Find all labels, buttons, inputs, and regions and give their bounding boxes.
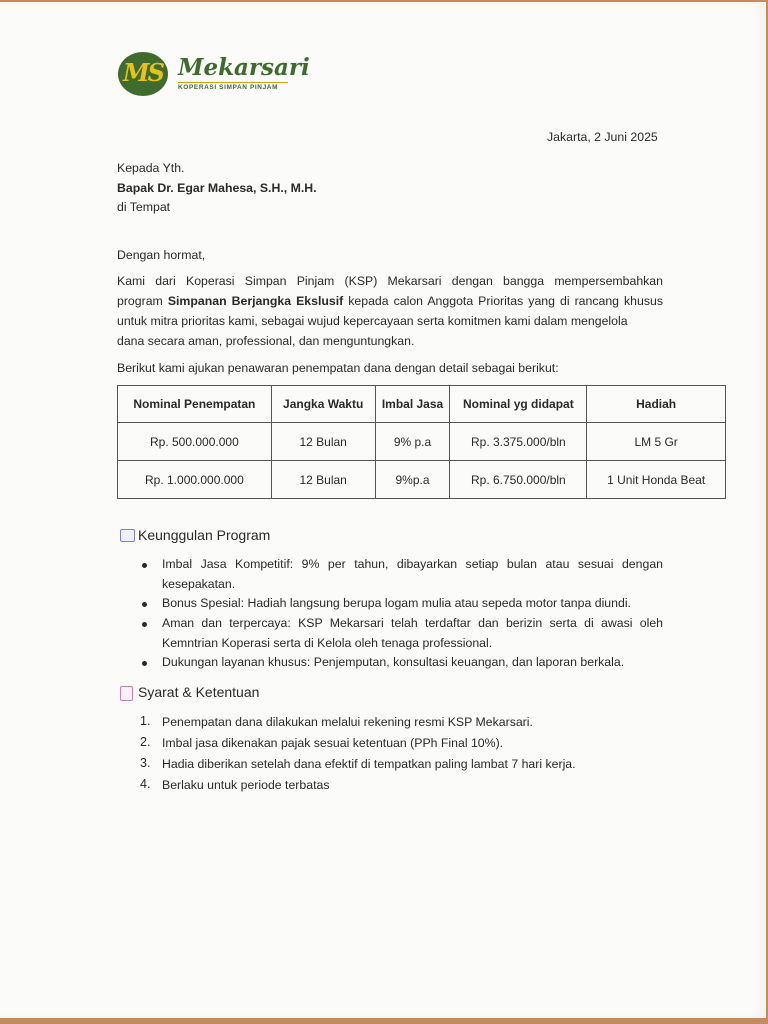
logo-monogram: MS xyxy=(123,58,163,87)
intro-line-4: dana secara aman, professional, dan menguntungkan. xyxy=(117,334,415,348)
terms-title: Syarat & Ketentuan xyxy=(138,684,260,700)
terms-item-4: Berlaku untuk periode terbatas xyxy=(162,778,330,792)
advantage-item-1-line-2: kesepakatan. xyxy=(162,577,236,591)
program-name: Simpanan Berjangka Ekslusif xyxy=(167,294,344,308)
bullet-icon xyxy=(142,661,147,666)
to-line: Kepada Yth. xyxy=(117,161,185,175)
cell-return: Rp. 6.750.000/bln xyxy=(450,461,587,499)
offer-intro: Berikut kami ajukan penawaran penempatan dana dengan detail sebagai berikut: xyxy=(117,361,559,375)
offer-table xyxy=(117,385,726,499)
company-name: Mekarsari xyxy=(178,54,310,81)
table-header-row xyxy=(118,386,726,423)
terms-item-number: 1. xyxy=(140,714,151,728)
advantage-item-2: Bonus Spesial: Hadiah langsung berupa logam mulia atau sepeda motor tanpa diundi. xyxy=(162,596,631,610)
logo-emblem xyxy=(118,52,168,96)
col-header-return: Nominal yg didapat xyxy=(450,386,587,423)
recipient-name: Bapak Dr. Egar Mahesa, S.H., M.H. xyxy=(117,181,317,195)
terms-item-2: Imbal jasa dikenakan pajak sesuai ketentuan (PPh Final 10%). xyxy=(162,736,504,750)
cell-term: 12 Bulan xyxy=(271,423,375,461)
intro-line-3: untuk mitra prioritas kami, sebagai wujud kepercayaan serta komitmen kami dalam mengelola xyxy=(117,314,628,328)
bullet-icon xyxy=(142,622,147,627)
col-header-gift: Hadiah xyxy=(587,386,726,423)
greeting: Dengan hormat, xyxy=(117,248,206,262)
cell-nominal: Rp. 1.000.000.000 xyxy=(118,461,272,499)
chart-icon xyxy=(120,529,135,542)
cell-nominal: Rp. 500.000.000 xyxy=(118,423,272,461)
intro-line-2: program Simpanan Berjangka Ekslusif kepada calon Anggota Prioritas yang di rancang khusus xyxy=(117,294,663,308)
advantage-item-1-line-1: Imbal Jasa Kompetitif: 9% per tahun, dibayarkan setiap bulan atau sesuai dengan xyxy=(162,557,663,571)
col-header-nominal: Nominal Penempatan xyxy=(118,386,272,423)
cell-rate: 9%p.a xyxy=(375,461,450,499)
cell-gift: 1 Unit Honda Beat xyxy=(587,461,726,499)
letter-page xyxy=(0,2,766,1018)
cell-term: 12 Bulan xyxy=(271,461,375,499)
terms-item-1: Penempatan dana dilakukan melalui rekening resmi KSP Mekarsari. xyxy=(162,715,533,729)
recipient-place: di Tempat xyxy=(117,200,171,214)
terms-item-number: 2. xyxy=(140,735,151,749)
document-icon xyxy=(120,686,133,701)
cell-return: Rp. 3.375.000/bln xyxy=(450,423,587,461)
letter-date: Jakarta, 2 Juni 2025 xyxy=(547,130,658,144)
terms-item-number: 4. xyxy=(140,777,151,791)
terms-item-number: 3. xyxy=(140,756,151,770)
company-tagline: KOPERASI SIMPAN PINJAM xyxy=(178,84,279,91)
col-header-rate: Imbal Jasa xyxy=(375,386,450,423)
bullet-icon xyxy=(142,563,147,568)
intro-line-1: Kami dari Koperasi Simpan Pinjam (KSP) Mekarsari dengan bangga mempersembahkan xyxy=(117,274,663,288)
bullet-icon xyxy=(142,602,147,607)
cell-gift: LM 5 Gr xyxy=(587,423,726,461)
logo-divider xyxy=(178,82,288,83)
advantages-title: Keunggulan Program xyxy=(138,527,271,543)
advantage-item-3-line-1: Aman dan terpercaya: KSP Mekarsari telah terdaftar dan berizin serta di awasi oleh xyxy=(162,616,663,630)
col-header-term: Jangka Waktu xyxy=(271,386,375,423)
terms-item-3: Hadia diberikan setelah dana efektif di tempatkan paling lambat 7 hari kerja. xyxy=(162,757,576,771)
table-row xyxy=(118,461,726,499)
cell-rate: 9% p.a xyxy=(375,423,450,461)
advantage-item-4: Dukungan layanan khusus: Penjemputan, konsultasi keuangan, dan laporan berkala. xyxy=(162,655,625,669)
advantage-item-3-line-2: Kemntrian Koperasi serta di Kelola oleh tenaga professional. xyxy=(162,636,493,650)
table-row xyxy=(118,423,726,461)
